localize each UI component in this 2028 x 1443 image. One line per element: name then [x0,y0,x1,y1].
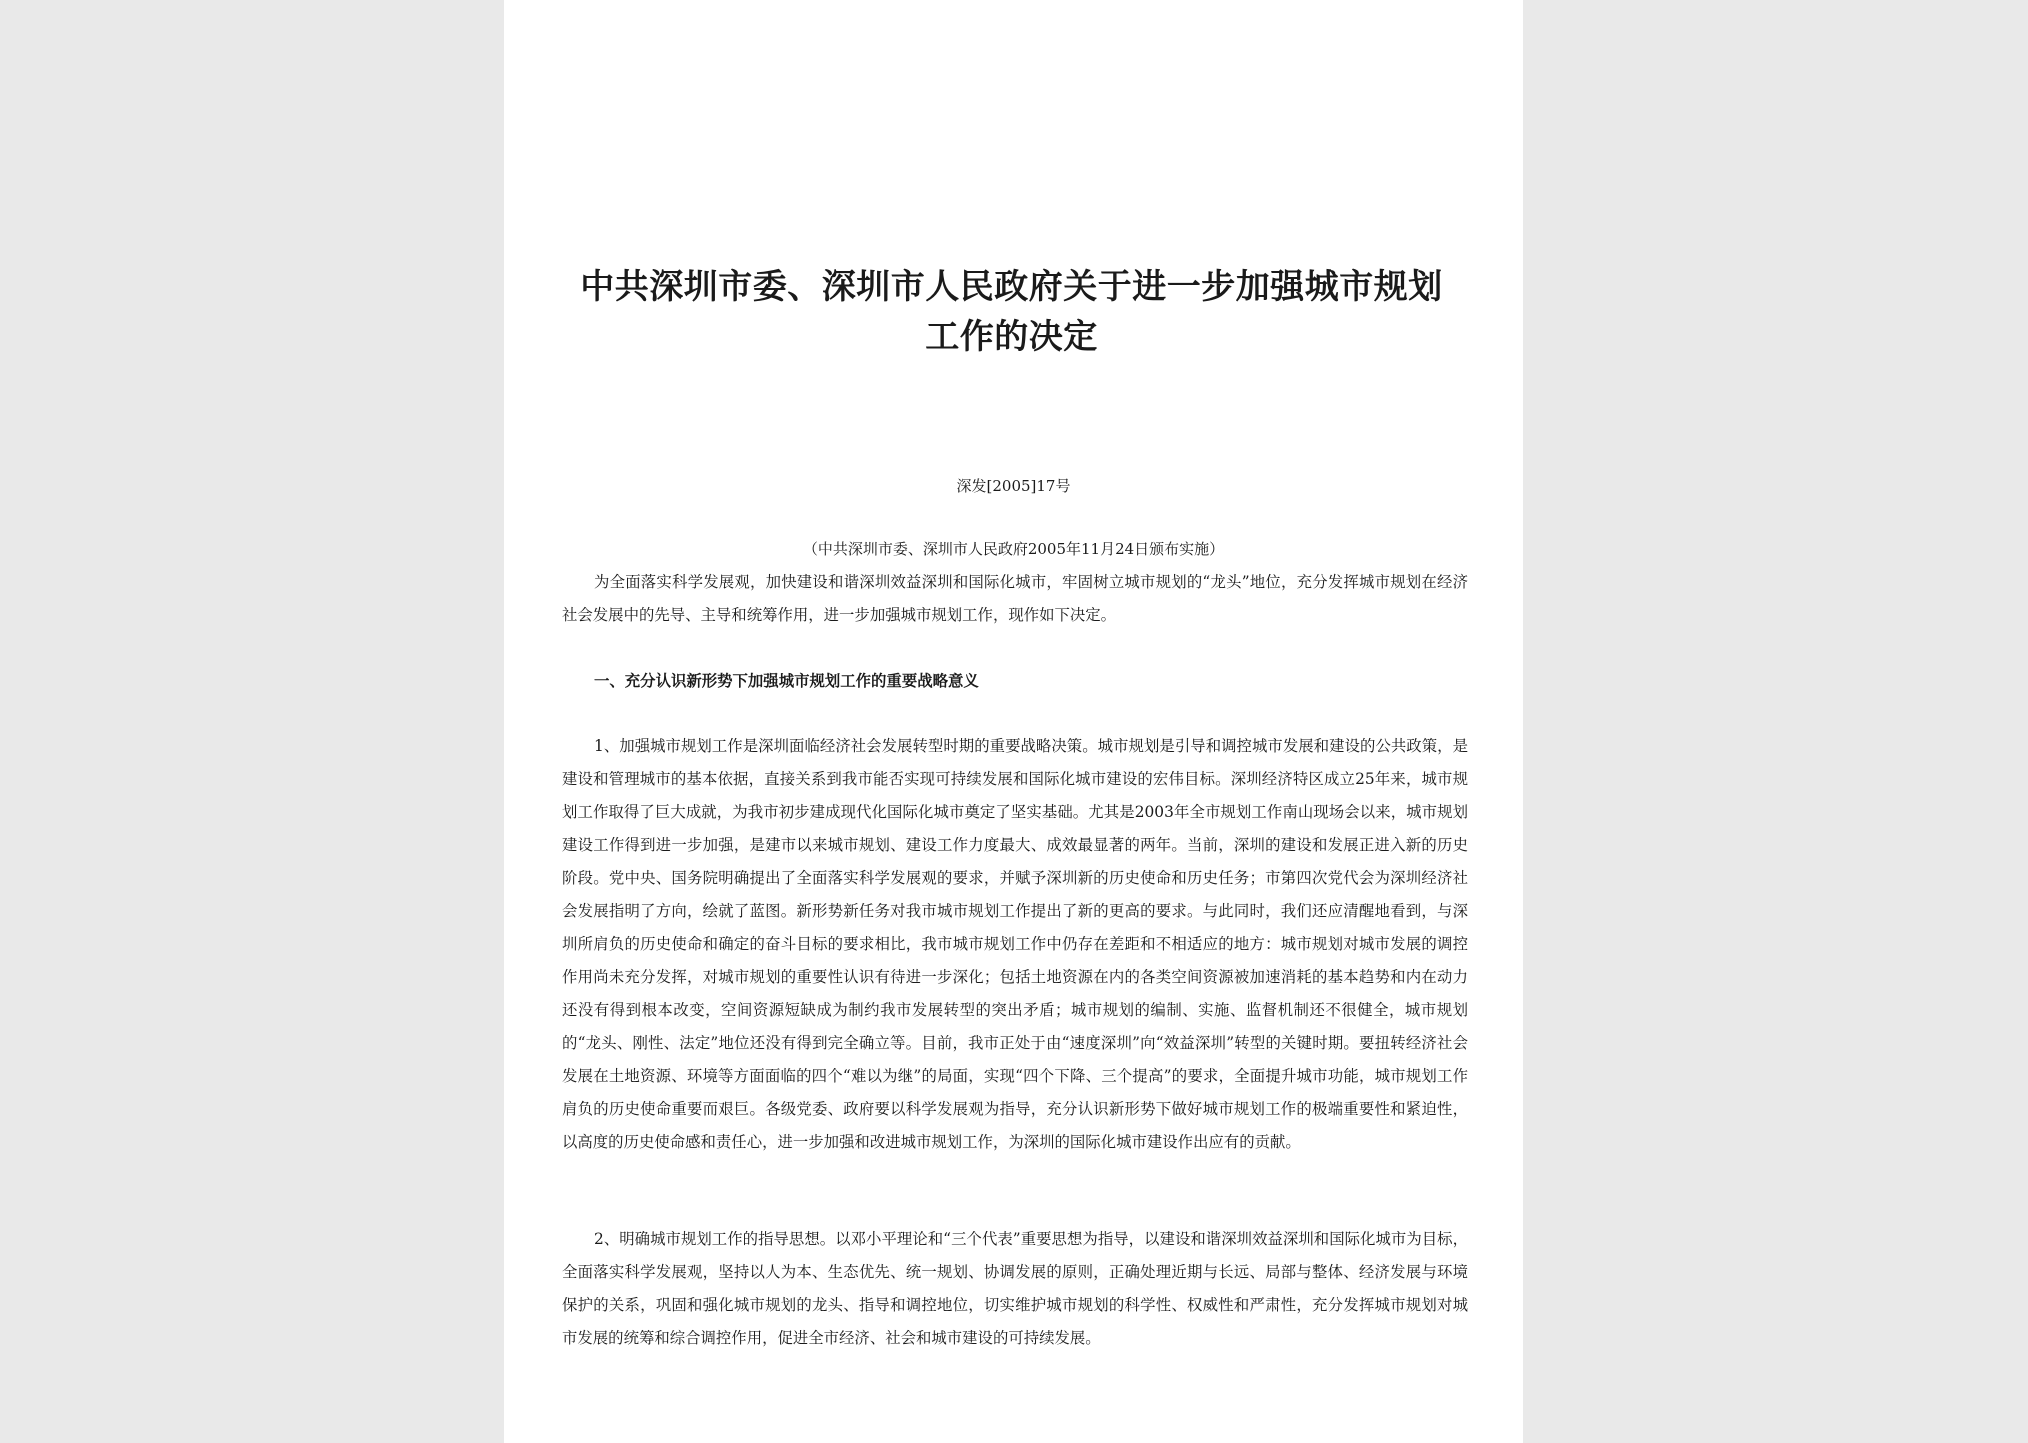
paragraph-2: 2、明确城市规划工作的指导思想。以邓小平理论和“三个代表”重要思想为指导，以建设和谐深圳效益深圳和国际化城市为目标，全面落实科学发展观，坚持以人为本、生态优先、统一规划、协调发展的原则，正确处理近期与长远、局部与整体、经济发展与环境保护的关系，巩固和强化城市规划的龙头、指导和调控地位，切实维护城市规划的科学性、权威性和严肃性，充分发挥城市规划对城市发展的统筹和综合调控作用，促进全市经济、社会和城市建设的可持续发展。 [562,1230,1468,1347]
document-page [504,0,1523,1443]
intro-paragraph: 为全面落实科学发展观，加快建设和谐深圳效益深圳和国际化城市，牢固树立城市规划的“龙头”地位，充分发挥城市规划在经济社会发展中的先导、主导和统筹作用，进一步加强城市规划工作，现作如下决定。 [562,573,1468,624]
document-number: 深发[2005]17号 [956,477,1071,495]
document-title: 中共深圳市委、深圳市人民政府关于进一步加强城市规划工作的决定 [580,267,1443,357]
section-heading: 一、充分认识新形势下加强城市规划工作的重要战略意义 [594,672,979,690]
issued-note: （中共深圳市委、深圳市人民政府2005年11月24日颁布实施） [802,540,1225,558]
paragraph-1: 1、加强城市规划工作是深圳面临经济社会发展转型时期的重要战略决策。城市规划是引导和调控城市发展和建设的公共政策，是建设和管理城市的基本依据，直接关系到我市能否实现可持续发展和国际化城市建设的宏伟目标。深圳经济特区成立25年来，城市规划工作取得了巨大成就，为我市初步建成现代化国际化城市奠定了坚实基础。尤其是2003年全市规划工作南山现场会以来，城市规划建设工作得到进一步加强，是建市以来城市规划、建设工作力度最大、成效最显著的两年。当前，深圳的建设和发展正进入新的历史阶段。党中央、国务院明确提出了全面落实科学发展观的要求，并赋予深圳新的历史使命和历史任务；市第四次党代会为深圳经济社会发展指明了方向，绘就了蓝图。新形势新任务对我市城市规划工作提出了新的更高的要求。与此同时，我们还应清醒地看到，与深圳所肩负的历史使命和确定的奋斗目标的要求相比，我市城市规划工作中仍存在差距和不相适应的地方：城市规划对城市发展的调控作用尚未充分发挥，对城市规划的重要性认识有待进一步深化；包括土地资源在内的各类空间资源被加速消耗的基本趋势和内在动力还没有得到根本改变，空间资源短缺成为制约我市发展转型的突出矛盾；城市规划的编制、实施、监督机制还不很健全，城市规划的“龙头、刚性、法定”地位还没有得到完全确立等。目前，我市正处于由“速度深圳”向“效益深圳”转型的关键时期。要扭转经济社会发展在土地资源、环境等方面面临的四个“难以为继”的局面，实现“四个下降、三个提高”的要求，全面提升城市功能，城市规划工作肩负的历史使命重要而艰巨。各级党委、政府要以科学发展观为指导，充分认识新形势下做好城市规划工作的极端重要性和紧迫性，以高度的历史使命感和责任心，进一步加强和改进城市规划工作，为深圳的国际化城市建设作出应有的贡献。 [562,737,1468,1151]
